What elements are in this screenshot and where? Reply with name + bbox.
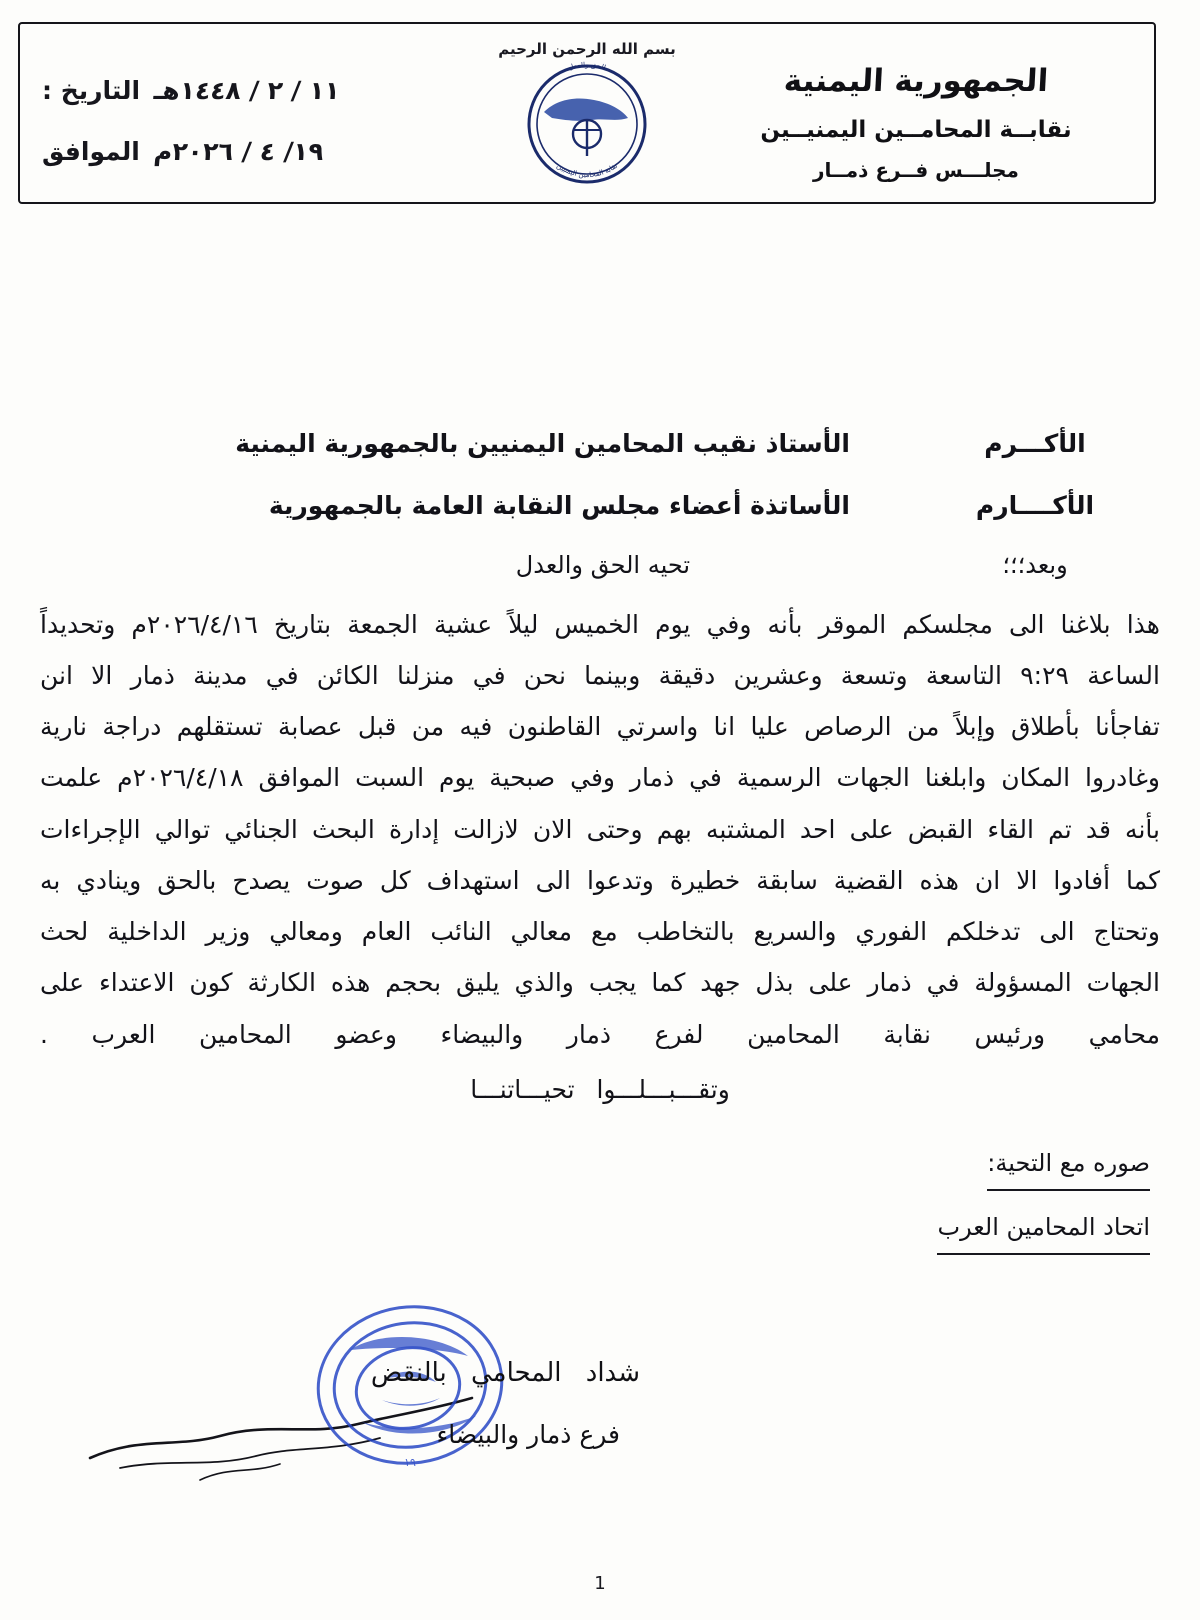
honorific-1: الأكـــرم [984,429,1086,458]
letterhead-frame [18,22,1156,204]
official-stamp-icon [290,1290,530,1500]
signatory-name: شداد المحامي بالنقض [370,1358,640,1388]
letter-paragraphs [40,599,1160,1060]
organization-branch: مجلـــس فــرع ذمــار [813,158,1019,182]
signatory-role: فرع ذمار والبيضاء [436,1420,620,1449]
svg-text:الحق والعدل: الحق والعدل [567,61,607,72]
cc-label: صوره مع التحية: [987,1139,1150,1191]
addressee-row-2 [40,482,1160,530]
gregorian-date-value: ١٩/ ٤ / ٢٠٢٦م [152,136,325,166]
greeting-text: تحيه الحق والعدل [515,551,690,579]
svg-text:١٩: ١٩ [404,1456,416,1469]
hijri-date-value: ١١ / ٢ / ١٤٤٨هـ [152,76,342,105]
cc-item-1: اتحاد المحامين العرب [937,1203,1150,1255]
paragraph-1: هذا بلاغنا الى مجلسكم الموقر بأنه وفي يوم الخميس ليلاً عشية الجمعة بتاريخ ٢٠٢٦/٤/١٦م وتحديداً الساعة ٩:٢٩ التاسعة وتسعة وعشرين دقيقة وبينما نحن في منزلنا الكائن في مدينة ذمار الا انن تفاجأنا بأطلاق وإبلاً من الرصاص عليا انا واسرتي القاطنون فيه من قبل عصابة تستقلهم دراجة نارية وغادروا المكان وابلغنا الجهات الرسمية في ذمار وفي صبحية يوم السبت الموافق ٢٠٢٦/٤/١٨م علمت بأنه قد تم القاء القبض على احد المشتبه بهم وحتى الان لازالت إدارة البحث الجنائي توالي الإجراءات كما أفادوا الا ان هذه القضية سابقة خطيرة وتدعوا الى استهداف كل صوت يصدح بالحق وينادي به وتحتاج الى تدخلكم الفوري والسريع بالتخاطب مع معالي النائب العام ومعالي وزير الداخلية لحث الجهات المسؤولة في ذمار على بذل جهد كما يجب والذي يليق بحجم هذه الكارثة كون الاعتداء على محامي ورئيس نقابة المحامين لفرع ذمار والبيضاء وعضو المحامين العرب . [40,609,1160,1049]
basmala-text: بسم الله الرحمن الرحيم [498,40,676,58]
addressee-2: الأساتذة أعضاء مجلس النقابة العامة بالجمهورية [268,490,850,520]
page-number: 1 [594,1573,606,1594]
addressee-row-1 [40,420,1160,468]
organization-subtitle: نقابــة المحامــين اليمنيــين [760,116,1072,143]
greeting-row [40,543,1160,589]
addressee-1: الأستاذ نقيب المحامين اليمنيين بالجمهورية اليمنية [235,429,850,458]
svg-text:نقابة المحامين اليمنيين: نقابة المحامين اليمنيين [555,161,619,180]
honorific-2: الأكــــارم [975,490,1095,520]
letter-body [40,420,1160,1255]
organization-block [706,58,1126,185]
date-label: التاريخ : [42,76,141,105]
closing-line: وتقـــبـــلـــوا تحيـــاتنـــا [470,1074,730,1104]
cc-block [40,1139,1160,1255]
gregorian-date-label: الموافق [42,136,140,166]
emblem-block [472,40,702,188]
gregorian-date-row [42,131,442,174]
after-greeting-text: وبعد؛؛؛ [1002,551,1068,579]
organization-title: الجمهورية اليمنية [782,63,1050,99]
bar-association-emblem-icon [512,60,662,188]
signature-area [40,1280,680,1510]
date-block [42,70,442,173]
hijri-date-row [42,70,442,113]
